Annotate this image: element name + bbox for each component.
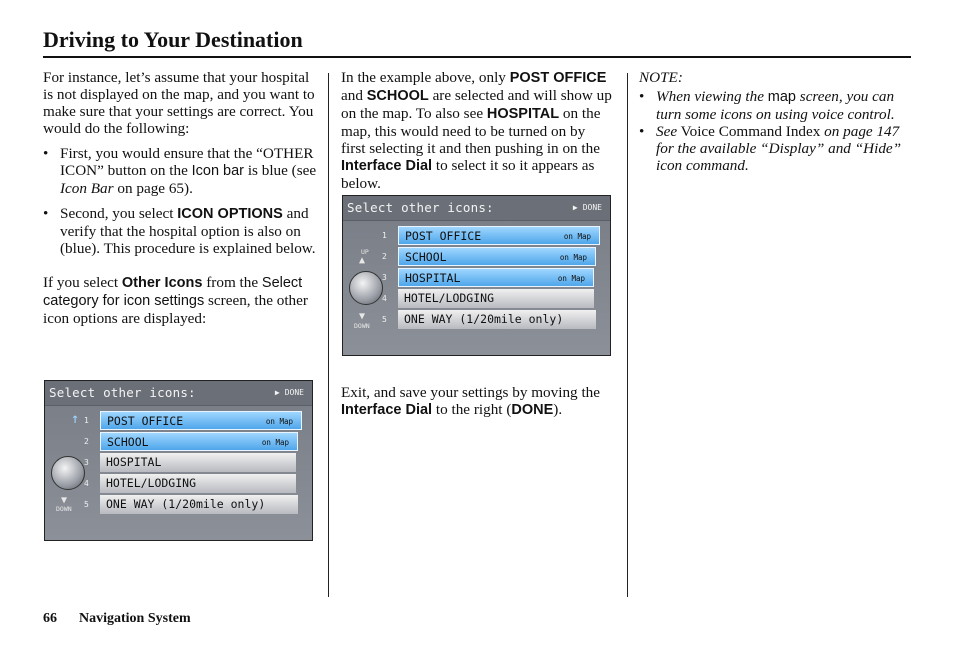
icon-bar-term: Icon bar [191, 163, 245, 179]
row-number: 1 [84, 416, 89, 425]
icon-option-row[interactable] [100, 411, 302, 430]
down-label: DOWN [56, 505, 72, 513]
note-text: screen, you can turn some icons on using voice control. [656, 88, 895, 123]
column-1 [43, 69, 319, 327]
interface-dial-icon [349, 271, 383, 305]
up-arrow-icon: ▲ [359, 255, 366, 266]
bullet-text: Second, you select [60, 205, 178, 222]
icon-option-row[interactable] [398, 226, 600, 245]
icon-option-label: HOSPITAL [106, 455, 162, 469]
icon-option-label: POST OFFICE [107, 414, 184, 428]
on-map-status: on Map [563, 232, 591, 241]
note-text: on page 147 for the available “Display” and “Hide” icon command. [656, 123, 902, 174]
page-title: Driving to Your Destination [43, 27, 303, 52]
row-number: 4 [84, 479, 89, 488]
school-term: SCHOOL [366, 88, 429, 104]
row-number: 5 [84, 500, 89, 509]
note-bullet-2 [639, 123, 911, 174]
row-number: 3 [382, 273, 387, 282]
icon-option-label: HOTEL/LODGING [106, 476, 197, 490]
icon-option-label: SCHOOL [405, 250, 447, 264]
bullet-text: on page 65). [113, 180, 193, 197]
para-text: In the example above, only [341, 69, 510, 86]
icon-option-label: ONE WAY (1/20mile only) [404, 312, 564, 326]
select-category-term: Select category for icon settings [43, 275, 303, 309]
row-number: 1 [382, 231, 387, 240]
voice-command-index: Voice Command Index [677, 123, 825, 140]
para-text: screen, the other icon options are displayed: [43, 292, 308, 327]
para-text: ). [553, 401, 563, 418]
icon-option-row[interactable] [100, 474, 296, 493]
para-text: and [341, 87, 367, 104]
row-number: 5 [382, 315, 387, 324]
icon-option-row[interactable] [100, 432, 298, 451]
column-3 [639, 69, 911, 174]
para-text: are selected and will show up on the map. To also see [341, 87, 612, 122]
bullet-second [43, 205, 319, 257]
row-number: 2 [84, 437, 89, 446]
up-label: UP [361, 248, 369, 256]
screen-header-title: Select other icons: [49, 385, 196, 400]
icon-option-label: POST OFFICE [405, 229, 482, 243]
para-text: to the right ( [432, 401, 512, 418]
map-term: map [767, 89, 796, 105]
icon-options-term: ICON OPTIONS [177, 206, 283, 222]
icon-option-row[interactable] [398, 268, 594, 287]
on-map-status: on Map [265, 417, 293, 426]
exit-paragraph [341, 384, 613, 419]
on-map-status: on Map [559, 253, 587, 262]
screen-header-title: Select other icons: [347, 200, 494, 215]
example-paragraph [341, 69, 613, 192]
icon-option-row[interactable] [398, 310, 596, 329]
up-arrow-icon: ↑ [71, 411, 80, 427]
bullet-mark: • [639, 88, 645, 105]
other-icons-paragraph [43, 274, 319, 327]
screen-select-other-icons-after [342, 195, 611, 356]
interface-dial-icon [51, 456, 85, 490]
para-text: to select it so it appears as below. [341, 157, 595, 192]
footer-label: Navigation System [79, 611, 191, 626]
note-text: When viewing the [656, 88, 768, 105]
note-heading: NOTE: [639, 69, 683, 86]
row-number: 4 [382, 294, 387, 303]
icon-option-label: ONE WAY (1/20mile only) [106, 497, 266, 511]
bullet-text: and verify that the hospital option is also on (blue). This procedure is explained below. [60, 205, 316, 257]
para-text: If you select [43, 274, 122, 291]
bullet-text: is blue (see [244, 162, 317, 179]
note-bullet-1 [639, 88, 911, 123]
icon-option-row[interactable] [398, 289, 594, 308]
icon-option-row[interactable] [100, 453, 296, 472]
para-text: Exit, and save your settings by moving the [341, 384, 600, 401]
on-map-status: on Map [261, 438, 289, 447]
screen-header [45, 381, 312, 405]
column-divider-2 [627, 73, 628, 597]
down-label: DOWN [354, 322, 370, 330]
icon-option-row[interactable] [398, 247, 596, 266]
bullet-mark: • [43, 145, 49, 162]
bullet-first [43, 145, 319, 197]
done-term: DONE [511, 402, 554, 418]
column-divider-1 [328, 73, 329, 597]
done-button[interactable]: ▶ DONE [573, 203, 602, 212]
see-term: See [656, 123, 678, 140]
bullet-mark: • [43, 205, 49, 222]
interface-dial-term: Interface Dial [341, 402, 433, 418]
icon-option-row[interactable] [100, 495, 298, 514]
screen-header [343, 196, 610, 220]
screen-select-other-icons-before [44, 380, 313, 541]
bullet-mark: • [639, 123, 645, 140]
row-number: 2 [382, 252, 387, 261]
interface-dial-term: Interface Dial [341, 158, 433, 174]
hospital-term: HOSPITAL [486, 106, 560, 122]
row-number: 3 [84, 458, 89, 467]
page-number: 66 [43, 611, 57, 626]
on-map-status: on Map [557, 274, 585, 283]
para-text: from the [202, 274, 262, 291]
para-text: on the map, this would need to be turned on by first selecting it and then pushing in on the [341, 105, 601, 157]
done-button[interactable]: ▶ DONE [275, 388, 304, 397]
icon-option-label: SCHOOL [107, 435, 149, 449]
icon-option-label: HOSPITAL [405, 271, 461, 285]
down-arrow-icon: ▼ [61, 495, 68, 506]
post-office-term: POST OFFICE [509, 70, 607, 86]
title-rule [43, 56, 911, 58]
icon-option-label: HOTEL/LODGING [404, 291, 495, 305]
intro-paragraph: For instance, let’s assume that your hospital is not displayed on the map, and you want to make sure that your settings are correct. You would do the following: [43, 69, 315, 137]
down-arrow-icon: ▼ [359, 311, 366, 322]
bullet-text: First, you would ensure that the “OTHER ICON” button on the [60, 145, 314, 179]
other-icons-term: Other Icons [121, 275, 203, 291]
icon-bar-ref: Icon Bar [60, 180, 114, 197]
